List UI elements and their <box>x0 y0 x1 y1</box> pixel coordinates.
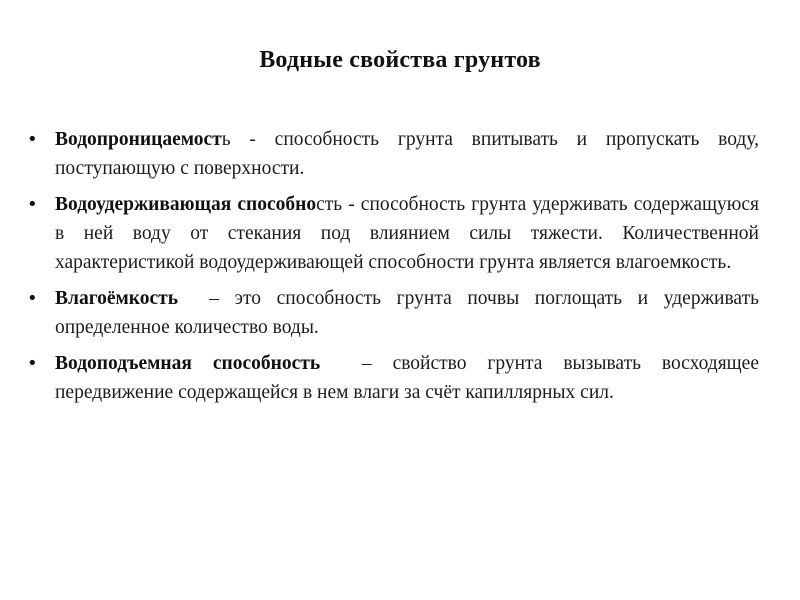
bullet-item-moisture-capacity <box>27 284 764 342</box>
term-bold: Водоудерживающая способно <box>55 194 317 215</box>
definition-text: - способность грунта впитывать и пропускать воду, поступающую с поверхности. <box>55 129 759 179</box>
bullet-dot-icon: • <box>27 288 38 309</box>
definition-text: – это способность грунта почвы поглощать и удерживать определенное количество воды. <box>55 288 764 338</box>
term-regular: ь <box>221 129 231 150</box>
term-bold: Водоподъемная способность <box>55 353 321 374</box>
term-bold: Влагоёмкость <box>55 288 179 309</box>
term-bold: Водопроницаемост <box>55 129 222 150</box>
definition-text: – свойство грунта вызывать восходящее передвижение содержащейся в нем влаги за счёт капиллярных сил. <box>55 353 764 403</box>
bullet-item-water-permeability <box>27 125 759 183</box>
bullet-item-water-retention <box>27 190 759 277</box>
bullet-dot-icon: • <box>27 353 38 374</box>
bullet-item-capillary-rise <box>27 349 764 407</box>
bullet-list <box>27 125 764 414</box>
bullet-dot-icon: • <box>27 194 38 215</box>
bullet-dot-icon: • <box>27 129 38 150</box>
definition-text: - способность грунта удерживать содержащуюся в ней воду от стекания под влиянием силы тяжести. Количественной характеристикой водоудерживающей способности грунта является влагоемкость. <box>55 194 759 273</box>
slide-title: Водные свойства грунтов <box>259 47 541 73</box>
term-regular: сть <box>316 194 343 215</box>
